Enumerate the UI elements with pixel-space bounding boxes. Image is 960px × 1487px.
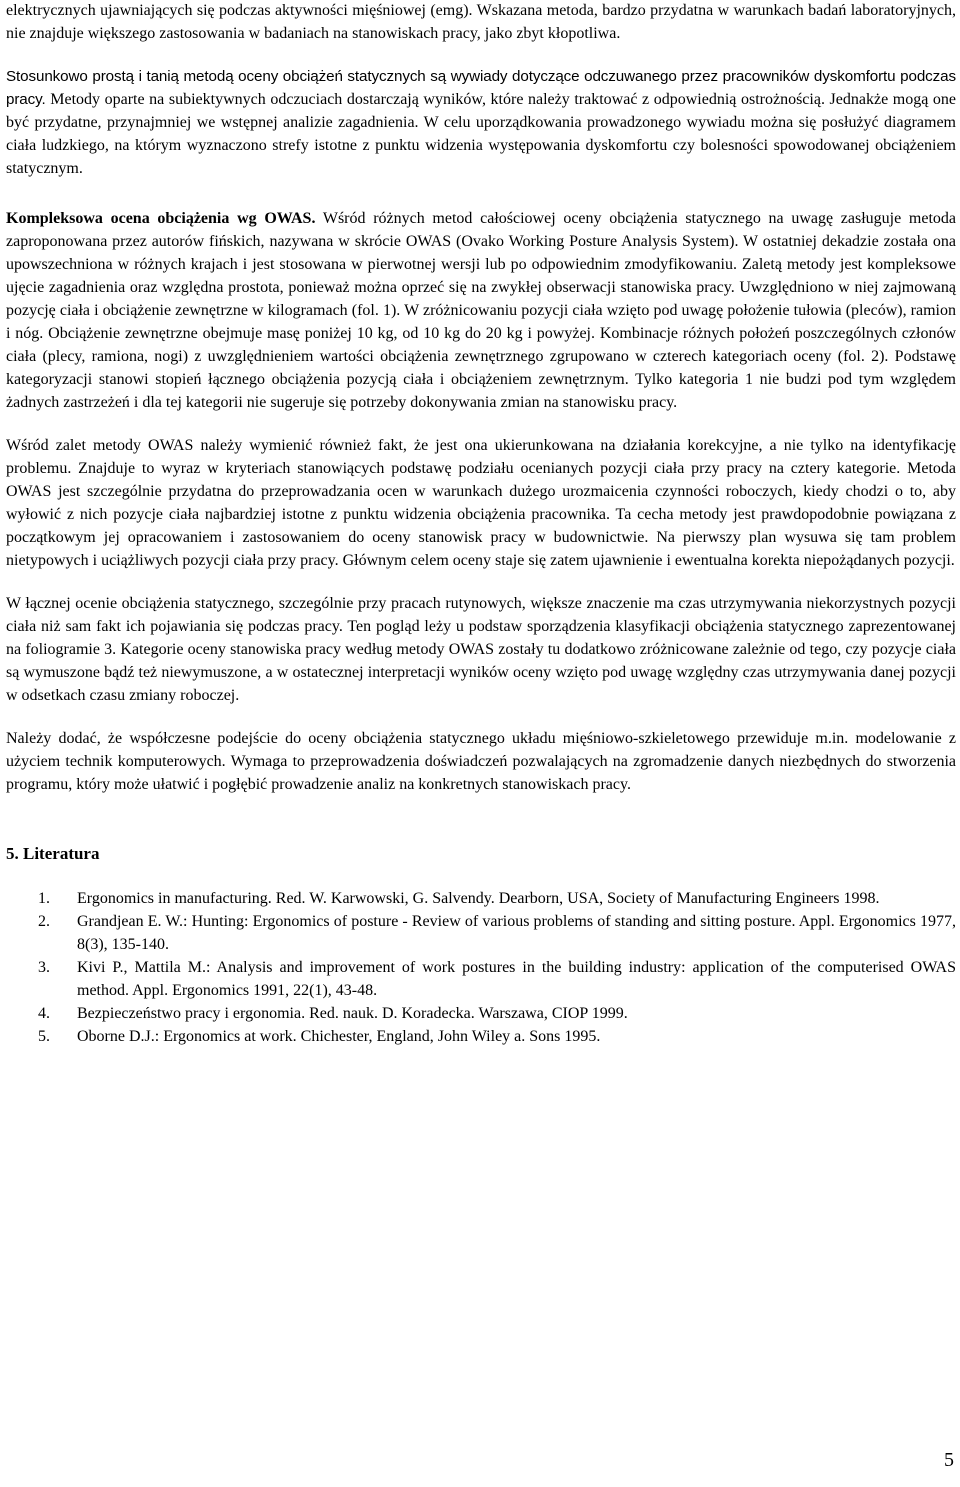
reference-item: [6, 1002, 956, 1025]
paragraph-static-load: W łącznej ocenie obciążenia statycznego, szczególnie przy pracach rutynowych, większe znaczenie ma czas utrzymywania niekorzystnych pozycji ciała niż sam fakt ich pojawiania się podczas pracy. Ten pogląd leży u podstaw sporządzenia klasyfikacji obciążenia statycznego zaprezentowanej na foliogramie 3. Kategorie oceny stanowiska pracy według metody OWAS zostały tu dodatkowo zróżnicowane zależnie od tego, czy pozycje ciała są wymuszone bądź też niewymuszone, a w ostatecznej interpretacji wyników oceny wzięto pod uwagę względny czas utrzymywania danej pozycji w odsetkach czasu zmiany roboczej.: [6, 595, 956, 704]
reference-item: [6, 887, 956, 910]
reference-item: [6, 910, 956, 956]
reference-number: 1.: [38, 890, 50, 907]
paragraph-emg: elektrycznych ujawniających się podczas aktywności mięśniowej (emg). Wskazana metoda, bardzo przydatna w warunkach badań laboratoryjnych, nie znajduje większego zastosowania w badaniach na stanowiskach pracy, jako zbyt kłopotliwa.: [6, 2, 956, 42]
page-number: 5: [944, 1449, 954, 1471]
paragraph-owas-advantages: Wśród zalet metody OWAS należy wymienić również fakt, że jest ona ukierunkowana na działania korekcyjne, a nie tylko na identyfikację problemu. Znajduje to wyraz w kryteriach stanowiących podstawę podziału ocenianych pozycji ciała przy pracy na cztery kategorie. Metoda OWAS jest szczególnie przydatna do przeprowadzania ocen w warunkach dużego urozmaicenia czynności roboczych, kiedy chodzi o to, aby wyłowić z nich pozycje ciała najbardziej istotne z punktu widzenia obciążenia pracownika. Ta cecha metody jest prawdopodobnie powiązana z początkowym jej opracowaniem i zastosowaniem do oceny stanowisk pracy w budownictwie. Na pierwszy plan wysuwa się tam problem nietypowych i uciążliwych pozycji ciała przy pracy. Głównym celem oceny staje się zatem ujawnienie i ewentualna korekta niepożądanych pozycji.: [6, 437, 956, 569]
reference-text: Bezpieczeństwo pracy i ergonomia. Red. nauk. D. Koradecka. Warszawa, CIOP 1999.: [77, 1005, 628, 1022]
owas-body: Wśród różnych metod całościowej oceny obciążenia statycznego na uwagę zasługuje metoda zaproponowana przez autorów fińskich, nazywana w skrócie OWAS (Ovako Working Posture Analysis System). W ostatniej dekadzie została ona upowszechniona w różnych krajach i jest stosowana w pierwotnej wersji lub po odpowiednim zmodyfikowaniu. Zaletą metody jest kompleksowe ujęcie zagadnienia oraz względna prostota, ponieważ można oprzeć się na zwykłej obserwacji stanowiska pracy. Uwzględniono w niej zajmowaną pozycję ciała i obciążenie zewnętrzne w kilogramach (fol. 1). W zróżnicowaniu pozycji ciała wzięto pod uwagę położenie tułowia (pleców), ramion i nóg. Obciążenie zewnętrzne obejmuje masę poniżej 10 kg, od 10 kg do 20 kg i powyżej. Kombinacje różnych położeń poszczególnych członów ciała (plecy, ramiona, nogi) z uwzględnieniem wartości obciążenia zewnętrznego zgrupowano w czterech kategoriach oceny (fol. 2). Podstawę kategoryzacji stanowi stopień łącznego obciążenia pozycją ciała i obciążeniem zewnętrznym. Tylko kategoria 1 nie budzi pod tym względem żadnych zastrzeżeń i dla tej kategorii nie sugeruje się potrzeby dokonywania zmian na stanowisku pracy.: [6, 210, 956, 411]
reference-text: Oborne D.J.: Ergonomics at work. Chichester, England, John Wiley a. Sons 1995.: [77, 1028, 601, 1045]
paragraph-modern-approach: Należy dodać, że współczesne podejście do oceny obciążenia statycznego układu mięśniowo-szkieletowego przewiduje m.in. modelowanie z użyciem technik komputerowych. Wymaga to przeprowadzenia doświadczeń pozwalających na zgromadzenie danych niezbędnych do stworzenia programu, który może ułatwić i pogłębić prowadzenie analiz na konkretnych stanowiskach pracy.: [6, 730, 956, 793]
reference-item: [6, 1025, 956, 1048]
reference-list: [6, 887, 956, 1048]
owas-heading: Kompleksowa ocena obciążenia wg OWAS.: [6, 210, 316, 227]
paragraph-interviews-lead: Stosunkowo prostą i tanią metodą oceny obciążeń statycznych są wywiady dotyczące odczuwanego przez pracowników dyskomfortu podczas pracy.: [6, 68, 956, 108]
paragraph-interviews: [6, 65, 956, 180]
paragraph-owas: [6, 207, 956, 414]
reference-number: 2.: [38, 913, 50, 930]
reference-item: [6, 956, 956, 1002]
reference-number: 5.: [38, 1028, 50, 1045]
section-heading-literature: 5. Literatura: [6, 844, 100, 863]
reference-text: Grandjean E. W.: Hunting: Ergonomics of posture - Review of various problems of standing and sitting posture. Appl. Ergonomics 1977, 8(3), 135-140.: [77, 913, 956, 953]
document-page: [6, 0, 956, 1048]
paragraph-interviews-body: Metody oparte na subiektywnych odczuciach dostarczają wyników, które należy traktować z odpowiednią ostrożnością. Jednakże mogą one być przydatne, przynajmniej we wstępnej analizie zagadnienia. W celu uporządkowania prowadzonego wywiadu można się posłużyć diagramem ciała ludzkiego, na którym wyznaczono strefy istotne z punktu widzenia występowania dyskomfortu czy bolesności spowodowanej obciążeniem statycznym.: [6, 91, 956, 177]
reference-text: Ergonomics in manufacturing. Red. W. Karwowski, G. Salvendy. Dearborn, USA, Society of Manufacturing Engineers 1998.: [77, 890, 880, 907]
reference-number: 4.: [38, 1005, 50, 1022]
reference-text: Kivi P., Mattila M.: Analysis and improvement of work postures in the building industry: application of the computerised OWAS method. Appl. Ergonomics 1991, 22(1), 43-48.: [77, 959, 956, 999]
reference-number: 3.: [38, 959, 50, 976]
